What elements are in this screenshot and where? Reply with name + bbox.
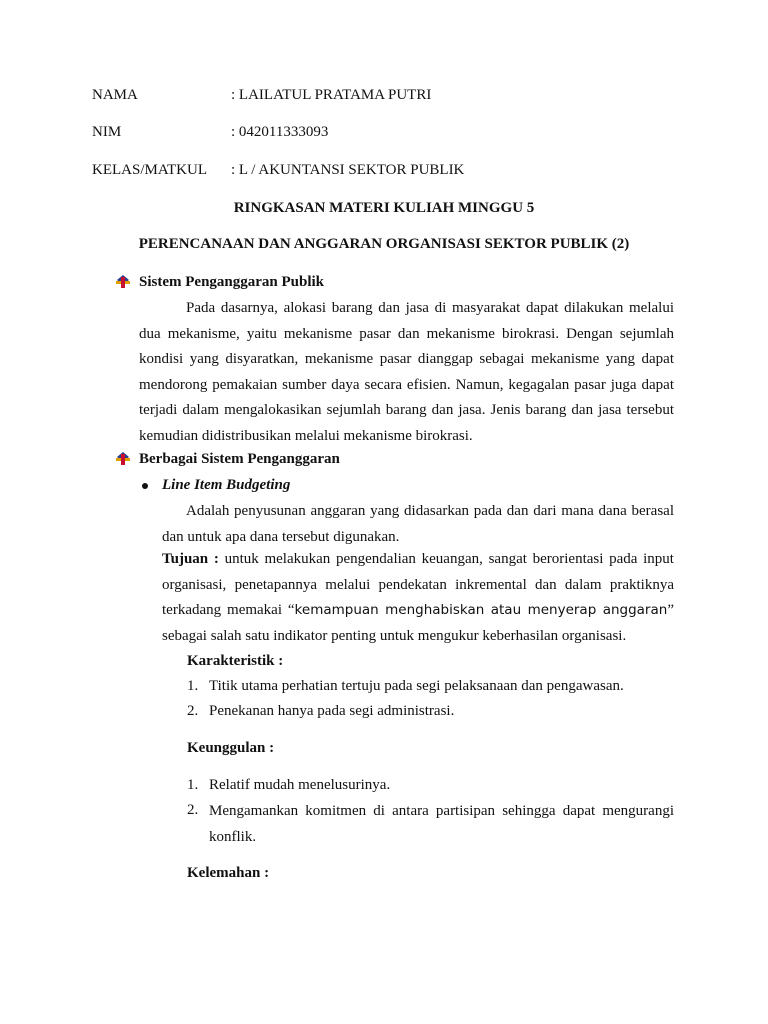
tujuan-quote: kemampuan menghabiskan atau menyerap anggaran xyxy=(294,602,668,618)
keunggulan-num-2: 2. xyxy=(187,802,199,818)
kelas-label: KELAS/MATKUL xyxy=(92,162,207,178)
section-heading-berbagai-sistem: Berbagai Sistem Penganggaran xyxy=(139,451,340,467)
document-title: RINGKASAN MATERI KULIAH MINGGU 5 xyxy=(233,200,535,216)
tujuan-label: Tujuan : xyxy=(162,551,219,567)
keunggulan-num-1: 1. xyxy=(187,777,199,793)
keunggulan-item-1: Relatif mudah menelusurinya. xyxy=(209,777,391,793)
tujuan-text-b: ” sebagai salah satu indikator penting untuk mengukur keberhasilan organisasi. xyxy=(162,602,674,644)
tujuan-paragraph xyxy=(162,547,674,649)
diamond-bullet-icon xyxy=(115,452,131,466)
section1-paragraph: Pada dasarnya, alokasi barang dan jasa di masyarakat dapat dilakukan melalui dua mekanisme, yaitu mekanisme pasar dan mekanisme birokrasi. Dengan sejumlah kondisi yang disyaratkan, mekanisme pasar dianggap sebagai mekanisme yang dapat mendorong pemakaian sumber daya secara efisien. Namun, kegagalan pasar juga dapat terjadi dalam mengalokasikan sejumlah barang dan jasa. Jenis barang dan jasa tersebut kemudian didistribusikan melalui mekanisme birokrasi. xyxy=(139,300,674,444)
keunggulan-item-2: Mengamankan komitmen di antara partisipan sehingga dapat mengurangi konflik. xyxy=(209,803,674,845)
nim-label: NIM xyxy=(92,124,122,140)
kelas-value: : L / AKUNTANSI SEKTOR PUBLIK xyxy=(231,162,465,178)
document-subtitle: PERENCANAAN DAN ANGGARAN ORGANISASI SEKTOR PUBLIK (2) xyxy=(138,236,630,252)
bullet-dot-icon xyxy=(142,483,148,489)
karakteristik-label: Karakteristik : xyxy=(187,653,284,669)
karakteristik-item-1: Titik utama perhatian tertuju pada segi pelaksanaan dan pengawasan. xyxy=(209,678,624,694)
line-item-definition: Adalah penyusunan anggaran yang didasarkan pada dan dari mana dana berasal dan untuk apa dana tersebut digunakan. xyxy=(162,503,674,545)
tujuan-text-a: untuk melakukan pengendalian keuangan, sangat berorientasi pada input organisasi, penetapannya melalui pendekatan inkremental dan dalam praktiknya terkadang memakai “ xyxy=(162,551,674,618)
keunggulan-label: Keunggulan : xyxy=(187,740,275,756)
nim-value: : 042011333093 xyxy=(231,124,329,140)
karakteristik-num-2: 2. xyxy=(187,703,199,719)
section-heading-sistem-penganggaran: Sistem Penganggaran Publik xyxy=(139,274,325,290)
kelemahan-label: Kelemahan : xyxy=(187,865,270,881)
diamond-bullet-icon xyxy=(115,275,131,289)
karakteristik-num-1: 1. xyxy=(187,678,199,694)
item-title-line-item-budgeting: Line Item Budgeting xyxy=(162,477,291,493)
karakteristik-item-2: Penekanan hanya pada segi administrasi. xyxy=(209,703,455,719)
nama-label: NAMA xyxy=(92,87,138,103)
nama-value: : LAILATUL PRATAMA PUTRI xyxy=(231,87,432,103)
